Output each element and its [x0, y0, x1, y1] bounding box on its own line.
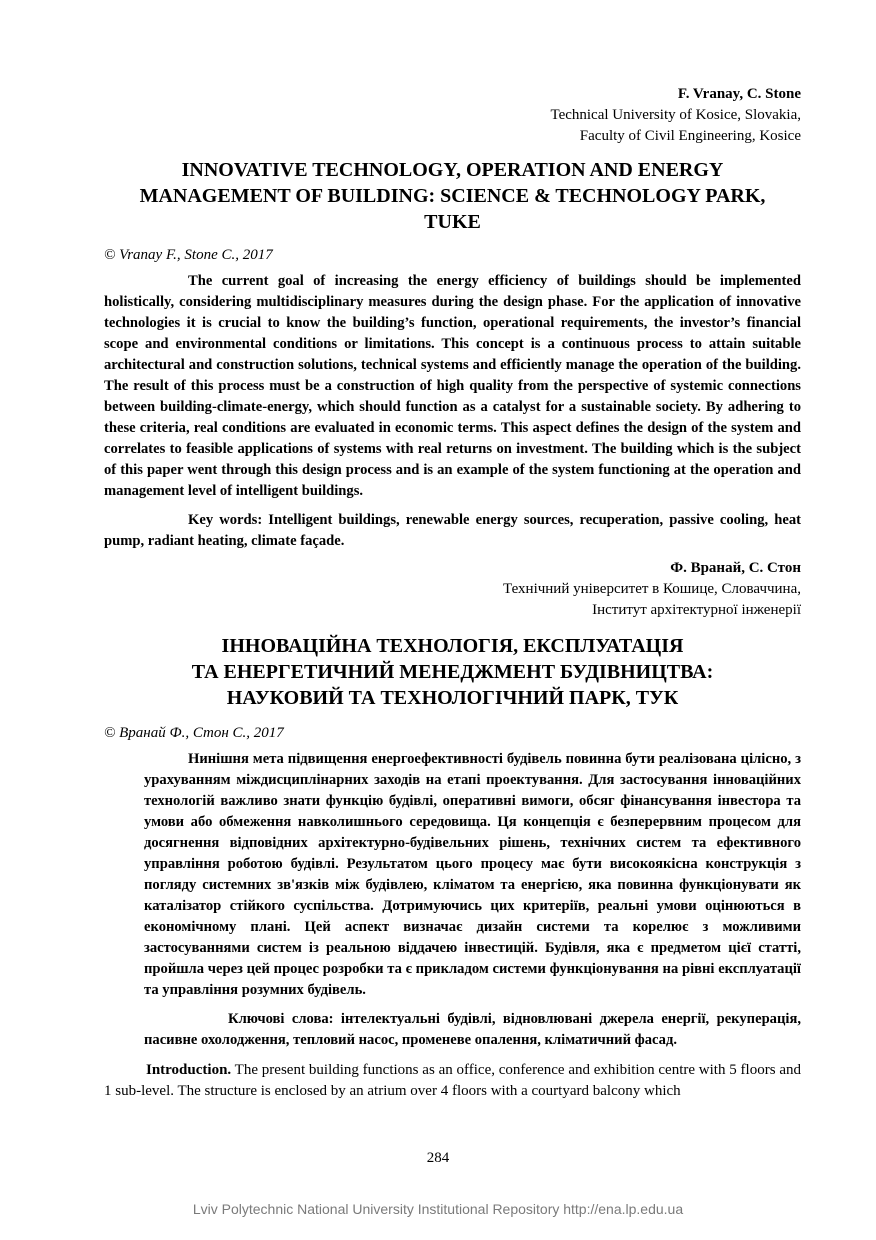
title-line-2-ua: ТА ЕНЕРГЕТИЧНИЙ МЕНЕДЖМЕНТ БУДІВНИЦТВА:: [191, 661, 714, 683]
keywords-en: Key words: Intelligent buildings, renewable energy sources, recuperation, passive cooling, heat pump, radiant heating, climate façade.: [104, 512, 801, 549]
affiliation-line-1-ua: Технічний університет в Кошице, Словаччина,: [502, 581, 801, 597]
title-line-2-en: MANAGEMENT OF BUILDING: SCIENCE & TECHNOLOGY PARK,: [139, 185, 766, 207]
keywords-ua: Ключові слова: інтелектуальні будівлі, відновлювані джерела енергії, рекуперація, пасивне охолодження, тепловий насос, променеве опалення, кліматичний фасад.: [144, 1011, 801, 1048]
author-block-ua: [104, 558, 801, 621]
copyright-ua: © Вранай Ф., Стон С., 2017: [104, 725, 284, 741]
affiliation-line-2-en: Faculty of Civil Engineering, Kosice: [579, 128, 801, 144]
title-line-1-ua: ІННОВАЦІЙНА ТЕХНОЛОГІЯ, ЕКСПЛУАТАЦІЯ: [221, 635, 684, 657]
author-names-en: F. Vranay, C. Stone: [677, 86, 801, 102]
paper-title-ua: [104, 633, 801, 711]
abstract-ua: Нинішня мета підвищення енергоефективності будівель повинна бути реалізована цілісно, з урахуванням міждисциплінарних заходів на етапі проектування. Для застосування інноваційних технологій важливо знати функцію будівлі, оперативні вимоги, обсяг фінансування інвестора та умови або обмеження навколишнього середовища. Ця концепція є безперервним процесом для досягнення відповідних архітектурно-будівельних рішень, технічних систем та ефективного управління роботою будівлі. Результатом цього процесу має бути високоякісна конструкція з погляду системних зв'язків між будівлею, кліматом та енергією, яка повинна функціонувати як каталізатор стійкого суспільства. Дотримуючись цих критеріїв, реальні умови оцінюються в економічному плані. Цей аспект визначає дизайн системи та корелює з можливими застосуваннями систем із реальною віддачею інвестицій. Будівля, яка є предметом цієї статті, пройшла через цей процес розробки та є прикладом системи функціонування на рівні експлуатації та управління розумних будівель.: [144, 751, 801, 998]
repository-footer: Lviv Polytechnic National University Institutional Repository http://ena.lp.edu.ua: [192, 1201, 684, 1217]
introduction-heading: Introduction.: [146, 1062, 232, 1078]
introduction-text: The present building functions as an office, conference and exhibition centre with 5 floors and 1 sub-level. The structure is enclosed by an atrium over 4 floors with a courtyard balcony which: [104, 1062, 801, 1099]
affiliation-line-1-en: Technical University of Kosice, Slovakia,: [550, 107, 801, 123]
title-line-3-en: TUKE: [424, 211, 481, 233]
paper-page: [104, 84, 801, 1102]
title-line-3-ua: НАУКОВИЙ ТА ТЕХНОЛОГІЧНИЙ ПАРК, ТУК: [226, 687, 679, 709]
author-block-en: [104, 84, 801, 147]
paper-title-en: [104, 157, 801, 235]
abstract-en: The current goal of increasing the energy efficiency of buildings should be implemented holistically, considering multidisciplinary measures during the design phase. For the application of innovative technologies it is crucial to know the building’s function, operational requirements, the investor’s financial scope and environmental conditions or limitations. This concept is a continuous process to attain suitable architectural and construction solutions, technical systems and efficiently manage the operation of the building. The result of this process must be a construction of high quality from the perspective of systemic connections between building-climate-energy, which should function as a catalyst for a sustainable society. By adhering to these criteria, real conditions are evaluated in economic terms. This aspect defines the design of the system and correlates to feasible applications of systems with real returns on investment. The building which is the subject of this paper went through this design process and is an example of the system functioning at the operation and management level of intelligent buildings.: [104, 273, 801, 499]
title-line-1-en: INNOVATIVE TECHNOLOGY, OPERATION AND ENERGY: [181, 159, 724, 181]
affiliation-line-2-ua: Інститут архітектурної інженерії: [592, 602, 801, 618]
author-names-ua: Ф. Вранай, С. Стон: [670, 560, 801, 576]
copyright-en: © Vranay F., Stone C., 2017: [104, 247, 273, 263]
introduction-paragraph: [104, 1060, 801, 1102]
page-number: 284: [426, 1150, 450, 1166]
